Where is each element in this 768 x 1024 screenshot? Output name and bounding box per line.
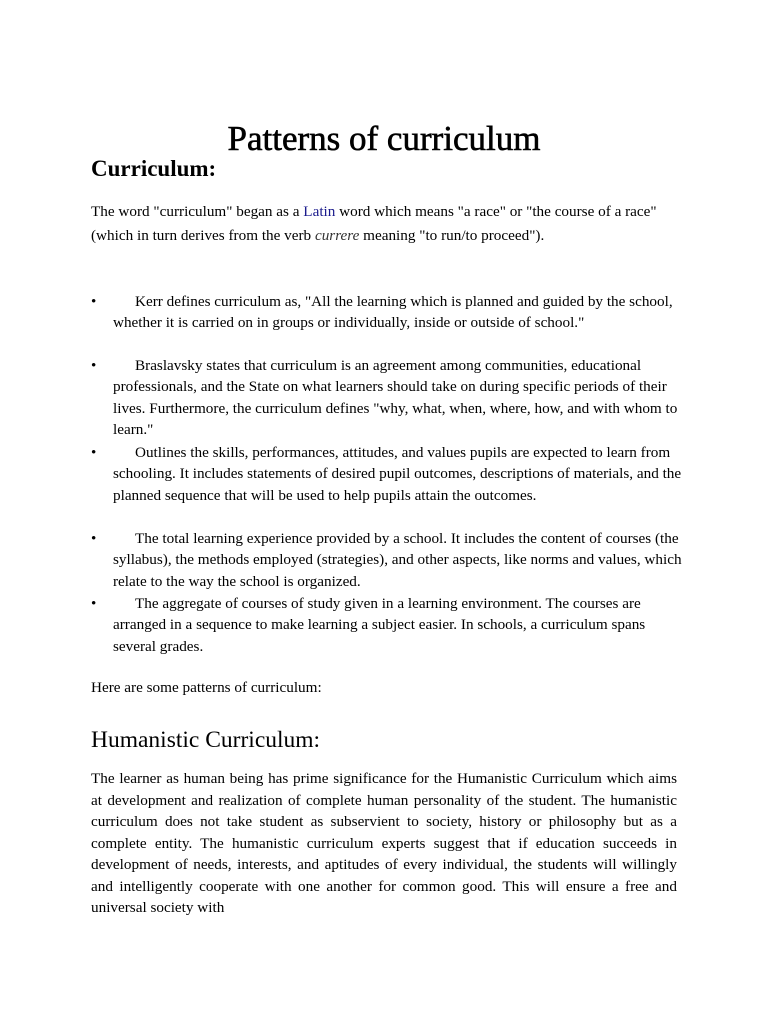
- intro-text-2: word which means "a race" or "the course of a race" (which in turn derives from the verb: [91, 203, 657, 244]
- bullet-icon: •: [91, 293, 97, 310]
- bullet-icon: •: [91, 444, 97, 461]
- intro-text-1: The word "curriculum" began as a: [91, 203, 304, 220]
- intro-italic-word: currere: [314, 227, 360, 244]
- page-title: Patterns of curriculum: [227, 119, 541, 159]
- bullet-icon: •: [91, 530, 97, 547]
- section-heading-humanistic: Humanistic Curriculum:: [91, 727, 321, 753]
- list-item-text: Outlines the skills, performances, attitudes, and values pupils are expected to learn from schooling. It includes statements of desired pupil outcomes, descriptions of materials, and the planned sequence that will be used to help pupils attain the outcomes.: [113, 444, 682, 504]
- latin-link[interactable]: Latin: [303, 203, 336, 220]
- list-item-text: The total learning experience provided by a school. It includes the content of courses (the syllabus), the methods employed (strategies), and other aspects, like norms and values, which relate to the way the school is organized.: [113, 530, 682, 590]
- bullet-icon: •: [91, 595, 97, 612]
- intro-text-3: meaning "to run/to proceed").: [359, 227, 545, 244]
- patterns-intro: Here are some patterns of curriculum:: [91, 679, 322, 696]
- section-heading-curriculum: Curriculum:: [91, 156, 217, 181]
- list-item-text: Braslavsky states that curriculum is an agreement among communities, educational professionals, and the State on what learners should take on during specific periods of their lives. Furthermore, the curriculum defines "why, what, when, where, how, and with whom to learn.": [113, 357, 678, 439]
- bullet-icon: •: [91, 357, 97, 374]
- humanistic-paragraph: The learner as human being has prime significance for the Humanistic Curriculum which aims at development and realization of complete human personality of the student. The humanistic curriculum does not take student as subservient to society, history or philosophy but as a complete entity. The humanistic curriculum experts suggest that if education succeeds in development of needs, interests, and aptitudes of every individual, the students will willingly and intelligently cooperate with one another for common good. This will ensure a free and universal society with: [91, 770, 677, 916]
- list-item-text: Kerr defines curriculum as, "All the learning which is planned and guided by the school, whether it is carried on in groups or individually, inside or outside of school.": [113, 293, 673, 332]
- list-item-text: The aggregate of courses of study given in a learning environment. The courses are arranged in a sequence to make learning a subject easier. In schools, a curriculum spans several grades.: [113, 595, 646, 655]
- intro-paragraph: [91, 200, 681, 248]
